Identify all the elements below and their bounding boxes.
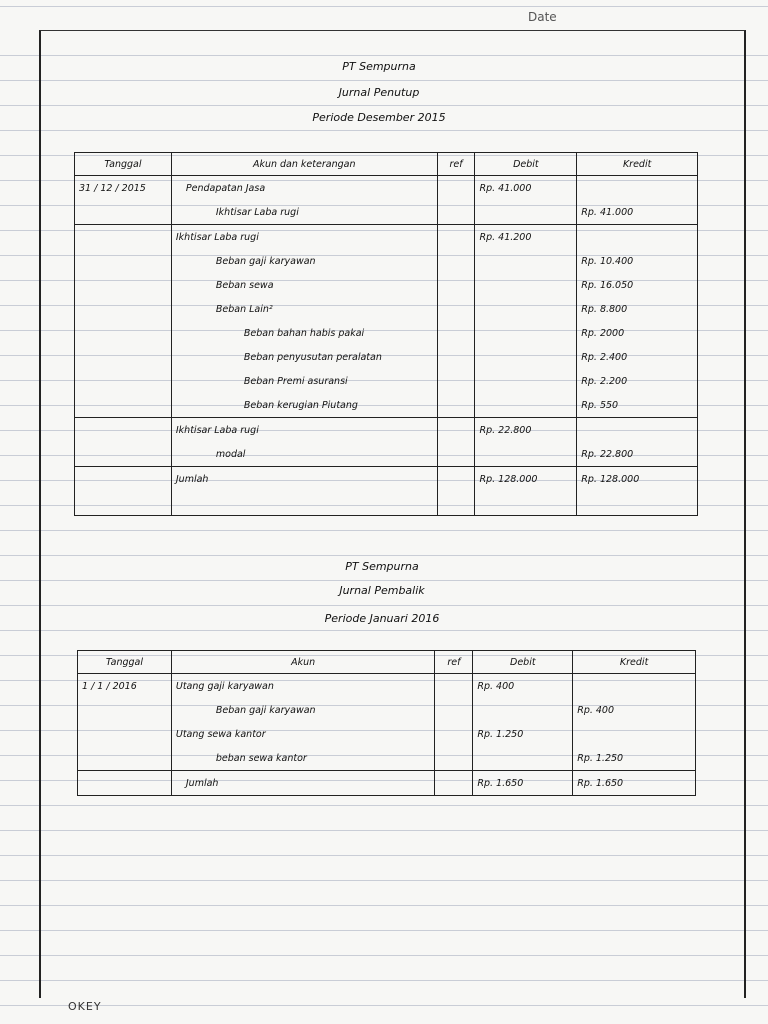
journal-row [75, 345, 698, 369]
cell-ref [435, 698, 473, 722]
journal-row [78, 771, 696, 796]
cell-account: Beban sewa [171, 273, 437, 297]
cell-debit: Rp. 22.800 [475, 418, 577, 443]
journal-row [75, 442, 698, 467]
cell-account: Jumlah [171, 467, 437, 492]
cell-debit [475, 249, 577, 273]
col-header-debit: Debit [473, 651, 573, 674]
cell-account: Ikhtisar Laba rugi [171, 418, 437, 443]
journal-row [75, 418, 698, 443]
cell-account: Beban gaji karyawan [171, 698, 435, 722]
cell-date [75, 393, 172, 418]
col-header-ref: ref [437, 153, 475, 176]
cell-debit [475, 321, 577, 345]
reversing-company: PT Sempurna [345, 560, 419, 573]
cell-debit: Rp. 41.000 [475, 176, 577, 201]
cell-credit: Rp. 41.000 [577, 200, 698, 225]
cell-debit: Rp. 400 [473, 674, 573, 699]
cell-debit [475, 200, 577, 225]
cell-date [75, 345, 172, 369]
cell-account: Beban gaji karyawan [171, 249, 437, 273]
cell-date: 1 / 1 / 2016 [78, 674, 172, 699]
cell-credit: Rp. 16.050 [577, 273, 698, 297]
cell-credit: Rp. 1.650 [573, 771, 696, 796]
cell-credit: Rp. 2.200 [577, 369, 698, 393]
cell-debit [475, 273, 577, 297]
cell-credit: Rp. 22.800 [577, 442, 698, 467]
journal-row [75, 393, 698, 418]
col-header-debit: Debit [475, 153, 577, 176]
journal-row [78, 722, 696, 746]
col-header-account: Akun dan keterangan [171, 153, 437, 176]
closing-journal-table [74, 152, 698, 516]
cell-credit: Rp. 2.400 [577, 345, 698, 369]
cell-account: Pendapatan Jasa [171, 176, 437, 201]
cell-account: Beban bahan habis pakai [171, 321, 437, 345]
cell-date [78, 771, 172, 796]
cell-ref [437, 442, 475, 467]
cell-account [171, 491, 437, 516]
cell-account: Jumlah [171, 771, 435, 796]
cell-ref [435, 771, 473, 796]
cell-ref [437, 345, 475, 369]
reversing-period: Periode Januari 2016 [324, 612, 440, 625]
cell-ref [437, 418, 475, 443]
cell-ref [437, 491, 475, 516]
cell-date [75, 467, 172, 492]
cell-ref [435, 746, 473, 771]
cell-date: 31 / 12 / 2015 [75, 176, 172, 201]
cell-ref [437, 200, 475, 225]
col-header-ref: ref [435, 651, 473, 674]
cell-credit: Rp. 2000 [577, 321, 698, 345]
cell-credit: Rp. 1.250 [573, 746, 696, 771]
date-label: Date [528, 10, 557, 24]
cell-ref [437, 369, 475, 393]
journal-row [75, 249, 698, 273]
cell-credit [577, 176, 698, 201]
cell-account: Beban penyusutan peralatan [171, 345, 437, 369]
cell-date [78, 722, 172, 746]
cell-credit [577, 491, 698, 516]
cell-account: Ikhtisar Laba rugi [171, 225, 437, 250]
cell-date [75, 321, 172, 345]
cell-debit [475, 345, 577, 369]
cell-debit [475, 491, 577, 516]
cell-date [78, 746, 172, 771]
cell-account: Utang gaji karyawan [171, 674, 435, 699]
cell-date [78, 698, 172, 722]
cell-credit [573, 722, 696, 746]
col-header-date: Tanggal [78, 651, 172, 674]
cell-ref [435, 722, 473, 746]
journal-row [78, 746, 696, 771]
closing-title: Jurnal Penutup [338, 86, 420, 99]
reversing-journal-table [77, 650, 696, 796]
journal-row [75, 467, 698, 492]
cell-ref [437, 225, 475, 250]
cell-account: Ikhtisar Laba rugi [171, 200, 437, 225]
cell-ref [437, 321, 475, 345]
closing-period: Periode Desember 2015 [312, 111, 446, 124]
notebook-brand: OKEY [68, 1000, 102, 1013]
journal-row [75, 273, 698, 297]
cell-date [75, 418, 172, 443]
journal-row [75, 491, 698, 516]
cell-debit: Rp. 41.200 [475, 225, 577, 250]
cell-credit: Rp. 550 [577, 393, 698, 418]
cell-credit [577, 225, 698, 250]
journal-row [75, 369, 698, 393]
cell-debit [475, 442, 577, 467]
cell-date [75, 200, 172, 225]
cell-ref [437, 393, 475, 418]
col-header-credit: Kredit [577, 153, 698, 176]
cell-debit: Rp. 128.000 [475, 467, 577, 492]
journal-row [78, 674, 696, 699]
cell-debit [475, 393, 577, 418]
cell-credit: Rp. 10.400 [577, 249, 698, 273]
cell-debit: Rp. 1.650 [473, 771, 573, 796]
cell-date [75, 297, 172, 321]
journal-row [75, 297, 698, 321]
journal-row [75, 176, 698, 201]
journal-row [75, 321, 698, 345]
cell-ref [437, 176, 475, 201]
cell-date [75, 273, 172, 297]
cell-ref [437, 249, 475, 273]
cell-account: Beban Lain² [171, 297, 437, 321]
cell-ref [435, 674, 473, 699]
cell-debit: Rp. 1.250 [473, 722, 573, 746]
cell-credit [573, 674, 696, 699]
cell-credit: Rp. 400 [573, 698, 696, 722]
cell-debit [475, 369, 577, 393]
col-header-date: Tanggal [75, 153, 172, 176]
cell-credit [577, 418, 698, 443]
cell-debit [473, 746, 573, 771]
reversing-header-row [78, 651, 696, 674]
cell-debit [473, 698, 573, 722]
journal-row [78, 698, 696, 722]
cell-account: Beban kerugian Piutang [171, 393, 437, 418]
cell-account: Utang sewa kantor [171, 722, 435, 746]
cell-date [75, 442, 172, 467]
cell-credit: Rp. 128.000 [577, 467, 698, 492]
cell-date [75, 491, 172, 516]
cell-date [75, 225, 172, 250]
cell-debit [475, 297, 577, 321]
reversing-title: Jurnal Pembalik [339, 584, 425, 597]
col-header-credit: Kredit [573, 651, 696, 674]
closing-header-row [75, 153, 698, 176]
cell-account: Beban Premi asuransi [171, 369, 437, 393]
cell-credit: Rp. 8.800 [577, 297, 698, 321]
cell-account: beban sewa kantor [171, 746, 435, 771]
cell-ref [437, 297, 475, 321]
journal-row [75, 225, 698, 250]
cell-date [75, 369, 172, 393]
col-header-account: Akun [171, 651, 435, 674]
cell-ref [437, 467, 475, 492]
cell-ref [437, 273, 475, 297]
cell-account: modal [171, 442, 437, 467]
closing-company: PT Sempurna [342, 60, 416, 73]
cell-date [75, 249, 172, 273]
journal-row [75, 200, 698, 225]
